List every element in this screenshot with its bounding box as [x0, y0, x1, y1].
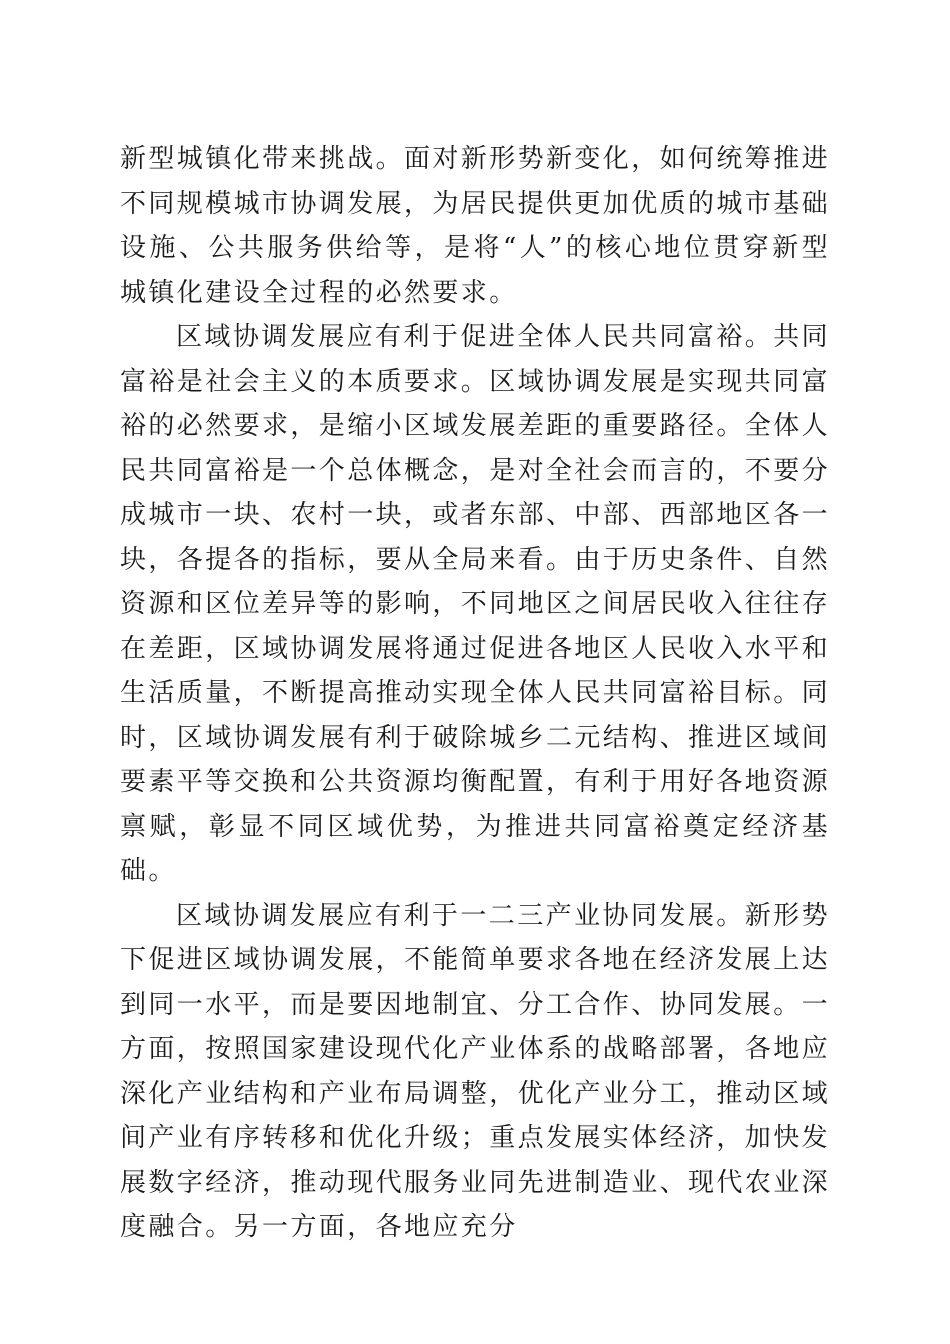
paragraph-1: 新型城镇化带来挑战。面对新形势新变化，如何统筹推进不同规模城市协调发展，为居民提供更加优质的城市基础设施、公共服务供给等，是将“人”的核心地位贯穿新型城镇化建设全过程的必然要求。 — [120, 144, 831, 308]
paragraph-3: 区域协调发展应有利于一二三产业协同发展。新形势下促进区域协调发展，不能简单要求各地在经济发展上达到同一水平，而是要因地制宜、分工合作、协同发展。一方面，按照国家建设现代化产业体系的战略部署，各地应深化产业结构和产业布局调整，优化产业分工，推动区域间产业有序转移和优化升级；重点发展实体经济，加快发展数字经济，推动现代服务业同先进制造业、现代农业深度融合。另一方面，各地应充分 — [120, 900, 831, 1242]
document-body — [120, 137, 830, 1250]
paragraph-2: 区域协调发展应有利于促进全体人民共同富裕。共同富裕是社会主义的本质要求。区域协调发展是实现共同富裕的必然要求，是缩小区域发展差距的重要路径。全体人民共同富裕是一个总体概念，是对全社会而言的，不要分成城市一块、农村一块，或者东部、中部、西部地区各一块，各提各的指标，要从全局来看。由于历史条件、自然资源和区位差异等的影响，不同地区之间居民收入往往存在差距，区域协调发展将通过促进各地区人民收入水平和生活质量，不断提高推动实现全体人民共同富裕目标。同时，区域协调发展有利于破除城乡二元结构、推进区域间要素平等交换和公共资源均衡配置，有利于用好各地资源禀赋，彰显不同区域优势，为推进共同富裕奠定经济基础。 — [120, 322, 831, 886]
